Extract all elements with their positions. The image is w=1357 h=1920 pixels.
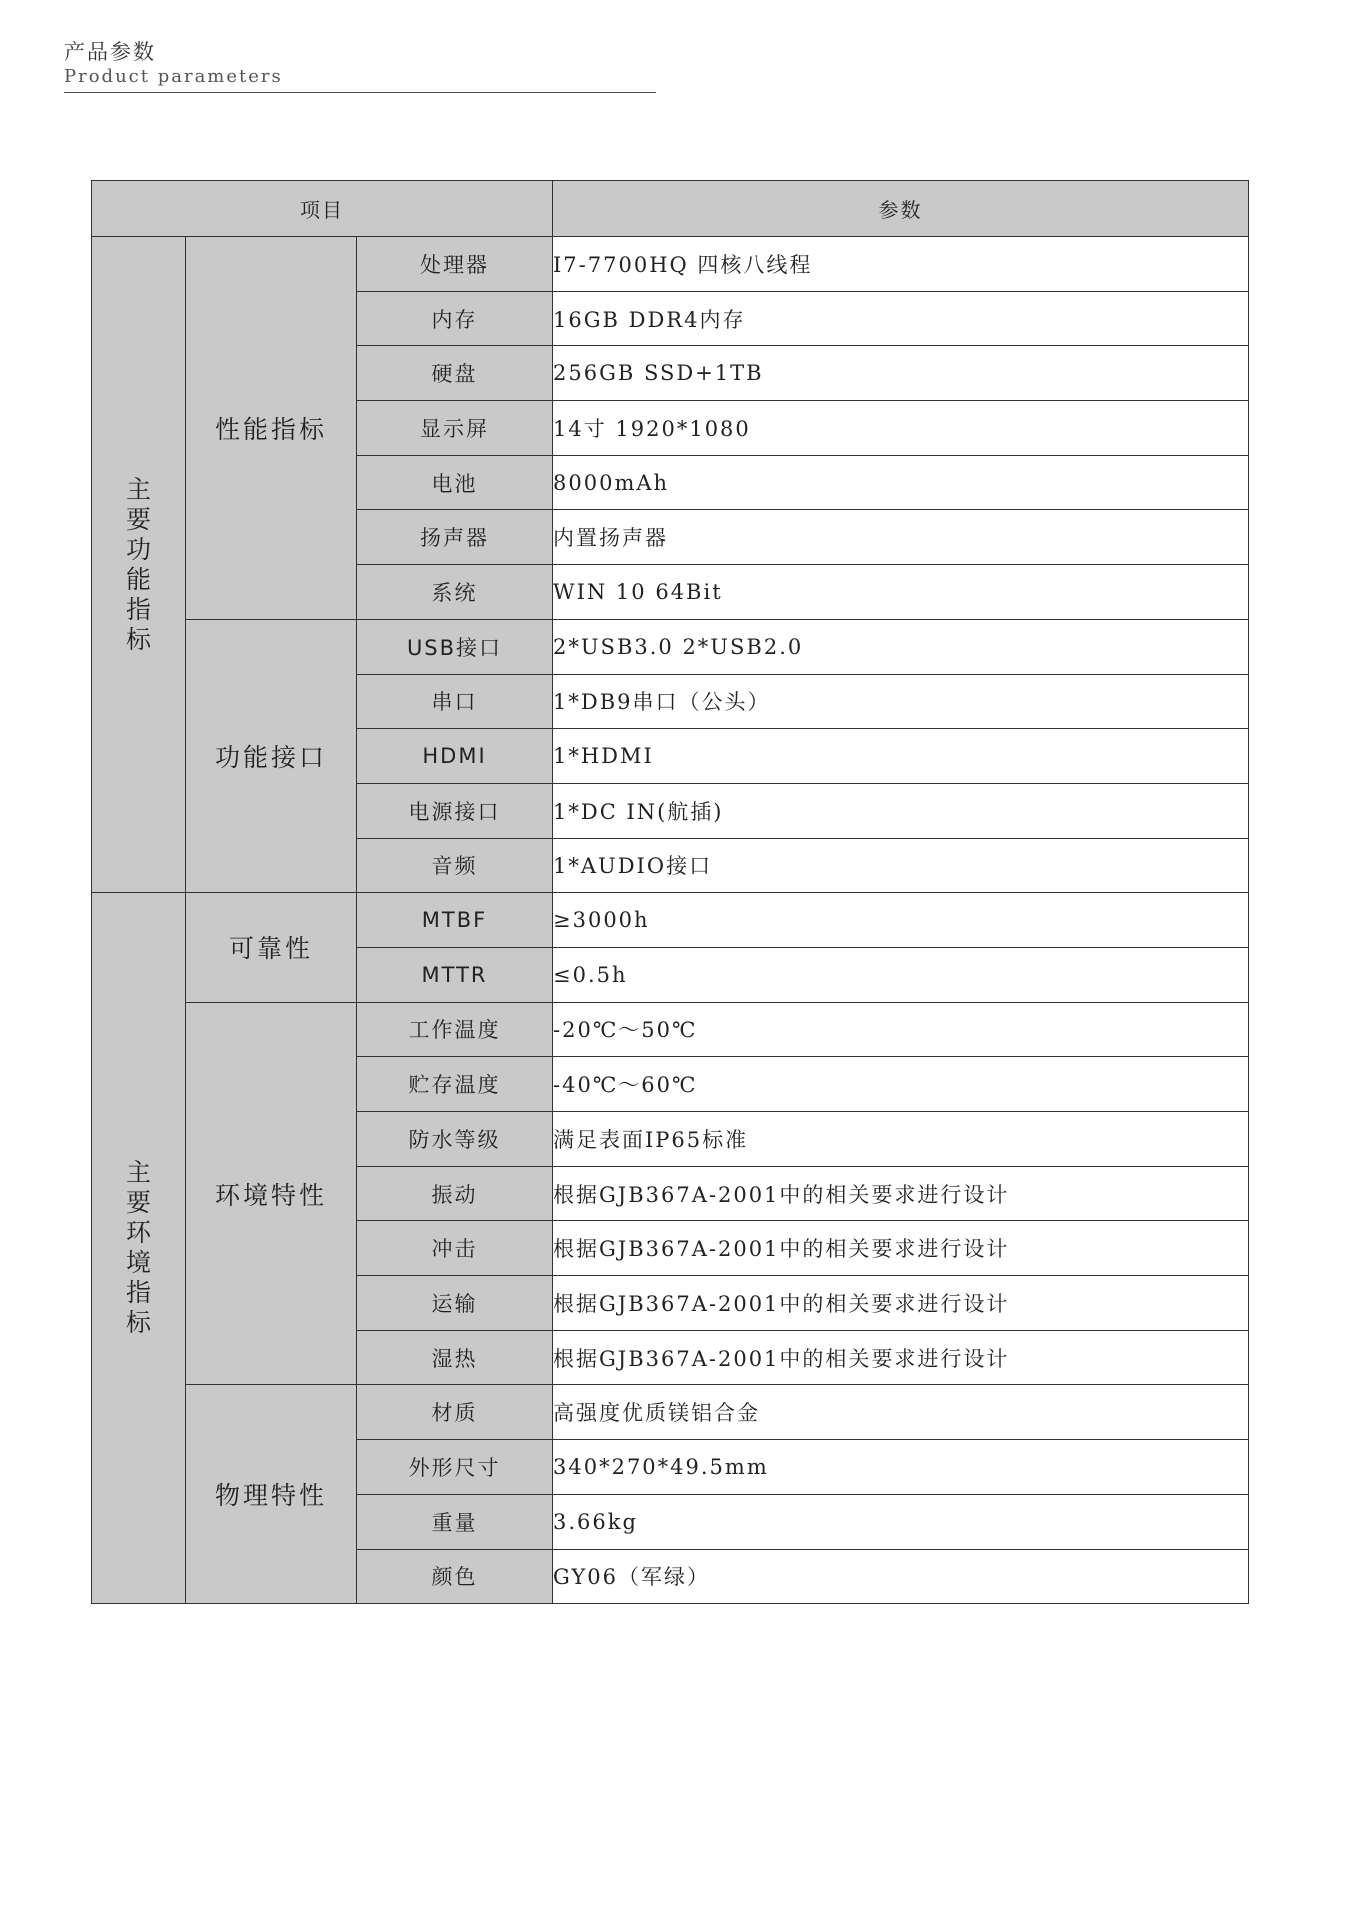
item-value: 根据GJB367A-2001中的相关要求进行设计 bbox=[553, 1166, 1249, 1221]
item-value: I7-7700HQ 四核八线程 bbox=[553, 237, 1249, 292]
group-label bbox=[92, 893, 186, 1604]
item-name: 工作温度 bbox=[357, 1002, 553, 1057]
table-row bbox=[92, 237, 1249, 292]
item-value: 满足表面IP65标准 bbox=[553, 1112, 1249, 1167]
item-value: 1*AUDIO接口 bbox=[553, 838, 1249, 893]
item-value: 256GB SSD+1TB bbox=[553, 346, 1249, 401]
table-row bbox=[92, 1002, 1249, 1057]
item-value: -20℃～50℃ bbox=[553, 1002, 1249, 1057]
item-name: 内存 bbox=[357, 291, 553, 346]
item-value: GY06（军绿） bbox=[553, 1549, 1249, 1604]
item-name: 运输 bbox=[357, 1276, 553, 1331]
item-value: 高强度优质镁铝合金 bbox=[553, 1385, 1249, 1440]
item-name: MTBF bbox=[357, 893, 553, 948]
item-name: HDMI bbox=[357, 729, 553, 784]
item-name: 外形尺寸 bbox=[357, 1440, 553, 1495]
item-name: 防水等级 bbox=[357, 1112, 553, 1167]
item-name: 处理器 bbox=[357, 237, 553, 292]
item-value: -40℃～60℃ bbox=[553, 1057, 1249, 1112]
item-name: 系统 bbox=[357, 565, 553, 620]
subgroup-label: 物理特性 bbox=[186, 1385, 357, 1604]
header-rule bbox=[64, 92, 656, 93]
item-value: 1*DC IN(航插) bbox=[553, 783, 1249, 838]
subgroup-label: 环境特性 bbox=[186, 1002, 357, 1385]
item-value: 14寸 1920*1080 bbox=[553, 401, 1249, 456]
col-header-item: 项目 bbox=[92, 181, 553, 237]
item-value: 2*USB3.0 2*USB2.0 bbox=[553, 619, 1249, 674]
table-header-row bbox=[92, 181, 1249, 237]
header-title-en: Product parameters bbox=[64, 66, 283, 87]
item-name: 音频 bbox=[357, 838, 553, 893]
page-header bbox=[64, 38, 656, 93]
table-row bbox=[92, 893, 1249, 948]
group-label bbox=[92, 237, 186, 893]
item-name: 扬声器 bbox=[357, 510, 553, 565]
item-value: 8000mAh bbox=[553, 455, 1249, 510]
item-name: USB接口 bbox=[357, 619, 553, 674]
item-value: 内置扬声器 bbox=[553, 510, 1249, 565]
col-header-param: 参数 bbox=[553, 181, 1249, 237]
item-name: 重量 bbox=[357, 1494, 553, 1549]
item-value: 16GB DDR4内存 bbox=[553, 291, 1249, 346]
spec-table-body bbox=[92, 237, 1249, 1604]
item-name: MTTR bbox=[357, 947, 553, 1002]
table-row bbox=[92, 619, 1249, 674]
subgroup-label: 性能指标 bbox=[186, 237, 357, 620]
subgroup-label: 功能接口 bbox=[186, 619, 357, 892]
item-name: 颜色 bbox=[357, 1549, 553, 1604]
item-value: 340*270*49.5mm bbox=[553, 1440, 1249, 1495]
item-value: 1*HDMI bbox=[553, 729, 1249, 784]
subgroup-label: 可靠性 bbox=[186, 893, 357, 1002]
table-row bbox=[92, 1385, 1249, 1440]
item-name: 显示屏 bbox=[357, 401, 553, 456]
spec-table bbox=[91, 180, 1249, 1604]
item-name: 贮存温度 bbox=[357, 1057, 553, 1112]
item-value: 根据GJB367A-2001中的相关要求进行设计 bbox=[553, 1221, 1249, 1276]
item-name: 电池 bbox=[357, 455, 553, 510]
group-label-text: 主要功能指标 bbox=[125, 474, 151, 654]
item-name: 振动 bbox=[357, 1166, 553, 1221]
item-value: WIN 10 64Bit bbox=[553, 565, 1249, 620]
item-name: 材质 bbox=[357, 1385, 553, 1440]
item-value: 根据GJB367A-2001中的相关要求进行设计 bbox=[553, 1330, 1249, 1385]
item-name: 硬盘 bbox=[357, 346, 553, 401]
item-name: 电源接口 bbox=[357, 783, 553, 838]
item-value: ≥3000h bbox=[553, 893, 1249, 948]
group-label-text: 主要环境指标 bbox=[125, 1158, 151, 1338]
item-name: 湿热 bbox=[357, 1330, 553, 1385]
item-value: 1*DB9串口（公头） bbox=[553, 674, 1249, 729]
item-value: ≤0.5h bbox=[553, 947, 1249, 1002]
item-name: 串口 bbox=[357, 674, 553, 729]
item-name: 冲击 bbox=[357, 1221, 553, 1276]
item-value: 3.66kg bbox=[553, 1494, 1249, 1549]
header-title-zh: 产品参数 bbox=[64, 40, 156, 64]
item-value: 根据GJB367A-2001中的相关要求进行设计 bbox=[553, 1276, 1249, 1331]
